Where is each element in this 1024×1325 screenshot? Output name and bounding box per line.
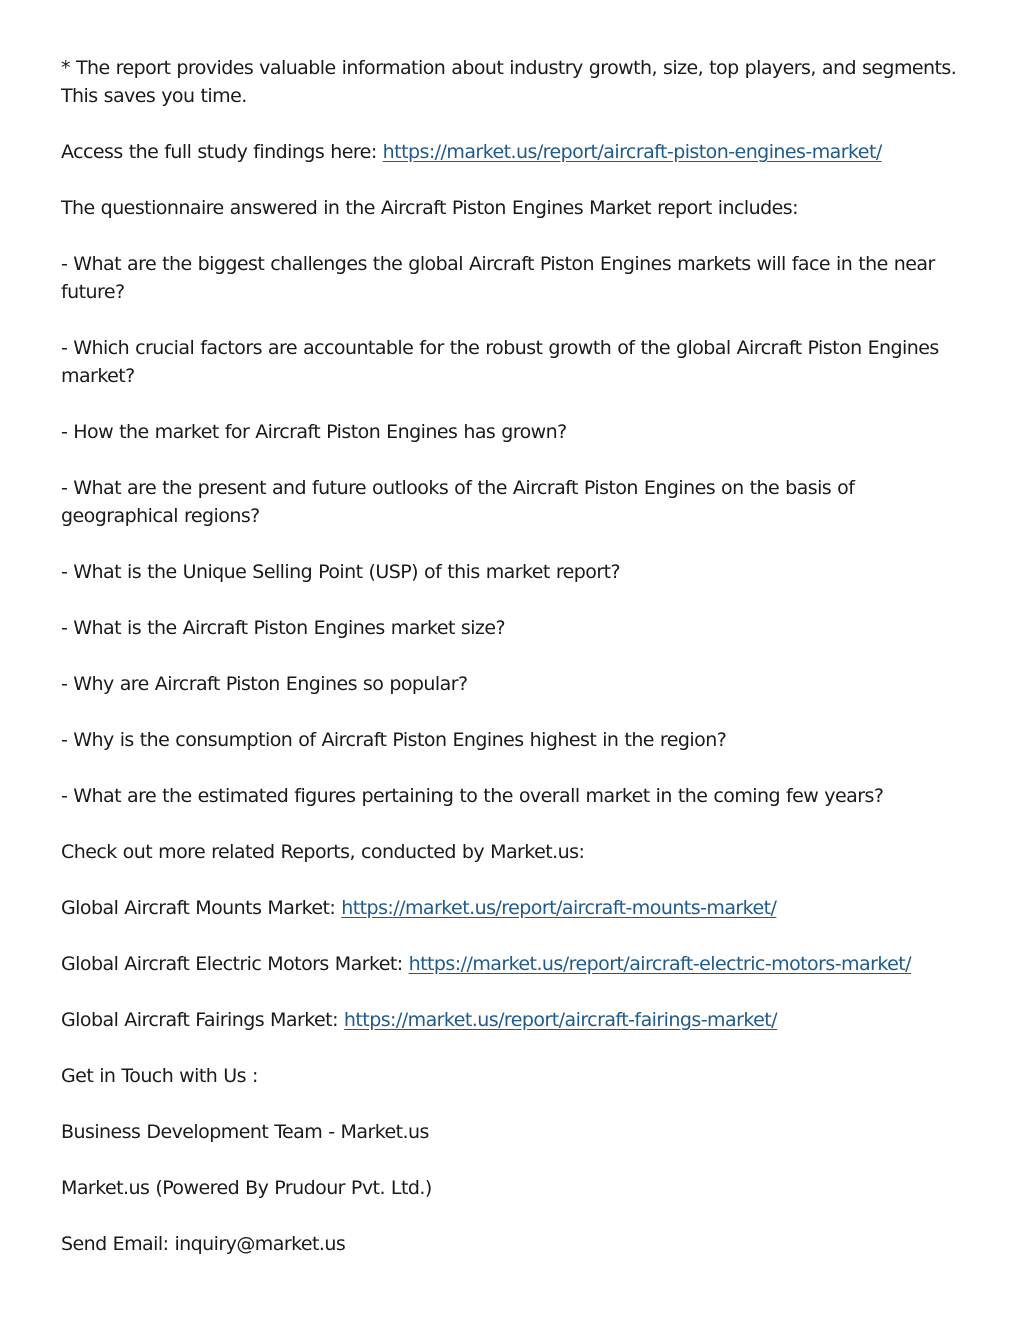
contact-heading: Get in Touch with Us :	[61, 1065, 258, 1087]
question-item: - Which crucial factors are accountable for the robust growth of the global Aircraft Piston Engines market?	[61, 337, 939, 387]
related-report-link[interactable]: https://market.us/report/aircraft-fairings-market/	[343, 1009, 778, 1031]
related-report-label: Global Aircraft Mounts Market:	[61, 897, 342, 919]
related-report-item	[61, 894, 971, 922]
access-paragraph	[61, 138, 971, 166]
contact-team: Business Development Team - Market.us	[61, 1121, 429, 1143]
question-item: - What are the present and future outlooks of the Aircraft Piston Engines on the basis of geographical regions?	[61, 477, 855, 527]
question-item: - What are the estimated figures pertaining to the overall market in the coming few years?	[61, 785, 884, 807]
question-item: - Why are Aircraft Piston Engines so popular?	[61, 673, 468, 695]
questionnaire-intro: The questionnaire answered in the Aircraft Piston Engines Market report includes:	[61, 197, 798, 219]
related-heading: Check out more related Reports, conducted by Market.us:	[61, 841, 585, 863]
question-item: - What is the Unique Selling Point (USP) of this market report?	[61, 561, 621, 583]
question-item: - How the market for Aircraft Piston Engines has grown?	[61, 421, 567, 443]
contact-company: Market.us (Powered By Prudour Pvt. Ltd.)	[61, 1177, 432, 1199]
intro-paragraph: * The report provides valuable information about industry growth, size, top players, and segments. This saves you time.	[61, 57, 957, 107]
related-report-item	[61, 950, 971, 978]
access-label: Access the full study findings here:	[61, 141, 383, 163]
report-link[interactable]: https://market.us/report/aircraft-piston-engines-market/	[382, 141, 882, 163]
related-report-label: Global Aircraft Electric Motors Market:	[61, 953, 409, 975]
related-report-link[interactable]: https://market.us/report/aircraft-mounts-market/	[341, 897, 777, 919]
related-report-label: Global Aircraft Fairings Market:	[61, 1009, 344, 1031]
contact-email: Send Email: inquiry@market.us	[61, 1233, 346, 1255]
question-item: - Why is the consumption of Aircraft Piston Engines highest in the region?	[61, 729, 727, 751]
related-report-link[interactable]: https://market.us/report/aircraft-electric-motors-market/	[408, 953, 912, 975]
document-page	[61, 54, 971, 1258]
question-item: - What are the biggest challenges the global Aircraft Piston Engines markets will face in the near future?	[61, 253, 935, 303]
question-item: - What is the Aircraft Piston Engines market size?	[61, 617, 506, 639]
related-report-item	[61, 1006, 971, 1034]
